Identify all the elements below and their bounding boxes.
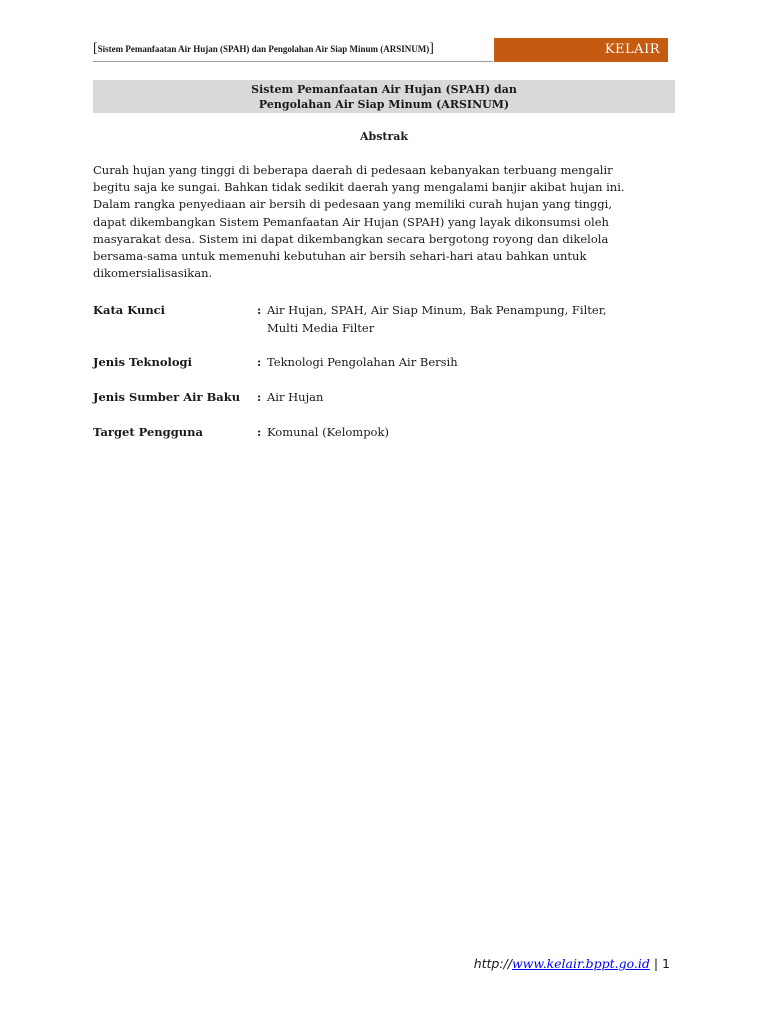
page-footer xyxy=(474,954,670,974)
footer-url-prefix: http:// xyxy=(473,956,512,971)
field-value: Komunal (Kelompok) xyxy=(267,425,389,439)
bracket-open: [ xyxy=(93,41,98,56)
title-line-2: Pengolahan Air Siap Minum (ARSINUM) xyxy=(258,98,510,111)
abstract-line: Dalam rangka penyediaan air bersih di pedesaan yang memiliki curah hujan yang tinggi, xyxy=(93,197,612,212)
abstract-line: begitu saja ke sungai. Bahkan tidak sedikit daerah yang mengalami banjir akibat hujan ini. xyxy=(93,180,625,195)
document-title xyxy=(93,80,675,113)
footer-separator: | xyxy=(653,956,659,971)
bracket-close: ] xyxy=(429,41,434,56)
field-label: Kata Kunci xyxy=(93,303,166,317)
field-value-line: Multi Media Filter xyxy=(267,320,375,335)
field-value xyxy=(267,302,677,337)
brand-label: KELAIR xyxy=(604,42,660,57)
abstract-paragraph xyxy=(93,162,675,282)
footer-website-link[interactable]: www.kelair.bppt.go.id xyxy=(511,956,650,971)
field-colon: : xyxy=(257,355,262,369)
field-value-line: Air Hujan, SPAH, Air Siap Minum, Bak Penampung, Filter, xyxy=(267,303,607,317)
title-line-1: Sistem Pemanfaatan Air Hujan (SPAH) dan xyxy=(251,83,517,96)
abstract-line: Curah hujan yang tinggi di beberapa daerah di pedesaan kebanyakan terbuang mengalir xyxy=(93,163,613,177)
running-header-text: Sistem Pemanfaatan Air Hujan (SPAH) dan Pengolahan Air Siap Minum (ARSINUM) xyxy=(97,44,430,54)
page-number: 1 xyxy=(662,956,670,971)
abstract-heading: Abstrak xyxy=(359,130,409,143)
field-value: Air Hujan xyxy=(267,390,324,404)
field-label: Jenis Teknologi xyxy=(93,355,192,369)
brand-bar xyxy=(494,38,668,62)
field-label: Target Pengguna xyxy=(93,425,203,439)
field-value: Teknologi Pengolahan Air Bersih xyxy=(267,355,458,369)
running-header-title xyxy=(93,38,493,62)
field-colon: : xyxy=(257,425,262,439)
abstract-line: bersama-sama untuk memenuhi kebutuhan air bersih sehari-hari atau bahkan untuk xyxy=(93,249,587,264)
abstract-line: dapat dikembangkan Sistem Pemanfaatan Air Hujan (SPAH) yang layak dikonsumsi oleh xyxy=(93,214,609,229)
field-colon: : xyxy=(257,390,262,404)
field-label: Jenis Sumber Air Baku xyxy=(93,390,241,404)
abstract-line: dikomersialisasikan. xyxy=(93,266,213,281)
field-colon: : xyxy=(257,303,262,317)
abstract-line: masyarakat desa. Sistem ini dapat dikembangkan secara bergotong royong dan dikelola xyxy=(93,231,609,246)
